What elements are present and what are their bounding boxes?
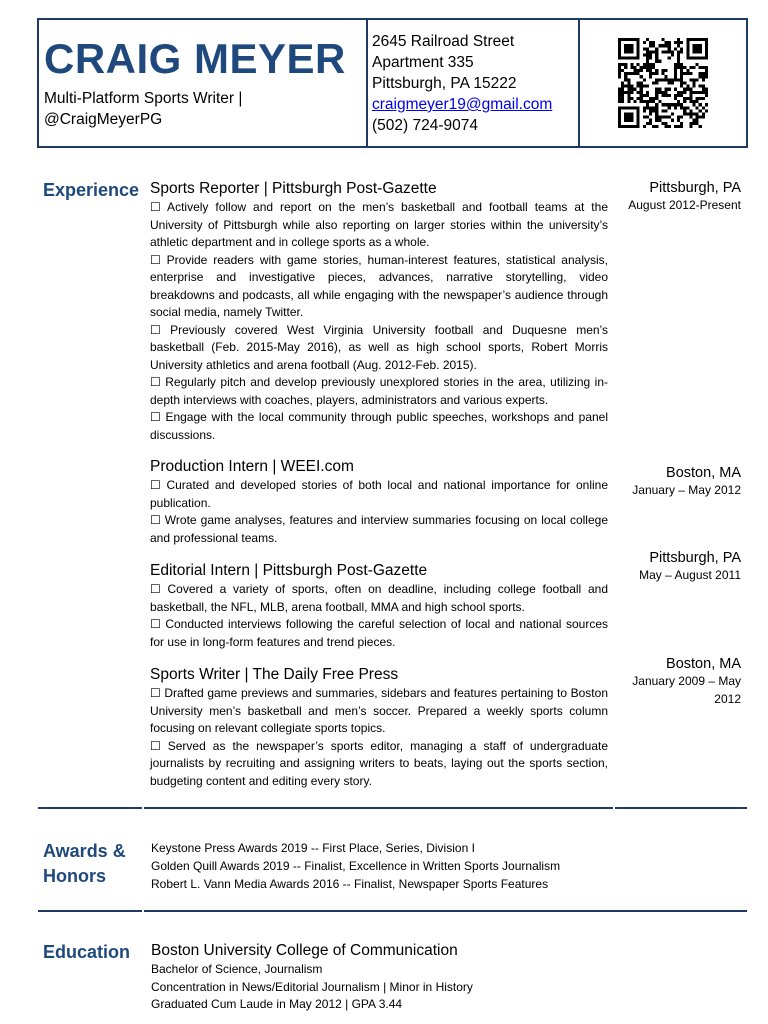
award-item: Golden Quill Awards 2019 -- Finalist, Excellence in Written Sports Journalism bbox=[151, 859, 561, 873]
divider-gap bbox=[142, 806, 144, 810]
bullet-item: ☐ Provide readers with game stories, human-interest features, statistical analysis, enterprise and investigative pieces, advances, narrative storytelling, video breakdowns and podcasts, all while engaging with the newspaper’s audience through social media, namely Twitter. bbox=[150, 252, 608, 319]
award-item: Robert L. Vann Media Awards 2016 -- Finalist, Newspaper Sports Features bbox=[151, 877, 549, 891]
header-box bbox=[37, 18, 748, 148]
job-title: Production Intern | WEEI.com bbox=[150, 458, 354, 475]
job-meta bbox=[591, 179, 741, 215]
job-title: Sports Writer | The Daily Free Press bbox=[150, 666, 399, 683]
candidate-name: CRAIG MEYER bbox=[44, 35, 346, 82]
education-line: Graduated Cum Laude in May 2012 | GPA 3.44 bbox=[151, 997, 403, 1011]
address-line-1: 2645 Railroad Street bbox=[372, 33, 515, 50]
divider-gap bbox=[613, 806, 615, 810]
bullet-item: ☐ Served as the newspaper’s sports editor, managing a staff of undergraduate journalists by recruiting and assigning writers to beats, laying out the sports section, budgeting content and editing every story. bbox=[150, 738, 608, 788]
education-line: Bachelor of Science, Journalism bbox=[151, 962, 323, 976]
job-bullets bbox=[150, 685, 608, 790]
qr-code-icon bbox=[618, 38, 708, 128]
name-cell bbox=[39, 20, 368, 146]
bullet-item: ☐ Covered a variety of sports, often on deadline, including college football and basketball, the NFL, MLB, arena football, MMA and high school sports. bbox=[150, 582, 608, 614]
job-location: Boston, MA bbox=[666, 465, 741, 481]
job-entry bbox=[150, 665, 608, 790]
bullet-item: ☐ Drafted game previews and summaries, sidebars and features pertaining to Boston University men’s basketball and men’s soccer. Prepared a weekly sports column focusing on relevant collegiate sports topics. bbox=[150, 686, 608, 735]
job-dates: August 2012-Present bbox=[628, 198, 741, 212]
job-location: Pittsburgh, PA bbox=[649, 550, 741, 566]
awards-list bbox=[151, 839, 560, 893]
job-entry bbox=[150, 179, 608, 444]
job-dates: May – August 2011 bbox=[639, 568, 741, 582]
job-dates: 2012 bbox=[714, 691, 741, 706]
bullet-item: ☐ Curated and developed stories of both local and national importance for online publication. bbox=[150, 478, 608, 510]
job-title: Editorial Intern | Pittsburgh Post-Gazette bbox=[150, 562, 428, 579]
education-entry bbox=[151, 941, 473, 1014]
job-meta bbox=[591, 655, 741, 708]
bullet-item: ☐ Regularly pitch and develop previously unexplored stories in the area, utilizing in-depth interviews with coaches, players, administrators and various experts. bbox=[150, 375, 608, 407]
tagline-line-2: @CraigMeyerPG bbox=[44, 111, 163, 128]
school-name: Boston University College of Communication bbox=[151, 942, 458, 959]
job-entry bbox=[150, 561, 608, 651]
experience-heading: Experience bbox=[43, 180, 140, 200]
job-title: Sports Reporter | Pittsburgh Post-Gazette bbox=[150, 180, 437, 197]
job-meta bbox=[591, 549, 741, 585]
address-line-3: Pittsburgh, PA 15222 bbox=[372, 75, 517, 92]
awards-heading-line-1: Awards & bbox=[43, 841, 126, 861]
phone-number: (502) 724-9074 bbox=[372, 117, 478, 134]
education-heading: Education bbox=[43, 942, 131, 962]
bullet-item: ☐ Actively follow and report on the men’s basketball and football teams at the University of Pittsburgh while also reporting on larger stories within the university’s athletic department and in college sports as a whole. bbox=[150, 200, 608, 249]
job-dates: January 2009 – May bbox=[632, 674, 741, 688]
contact-cell bbox=[368, 20, 580, 146]
tagline-line-1: Multi-Platform Sports Writer | bbox=[44, 90, 243, 107]
job-bullets bbox=[150, 581, 608, 651]
divider-gap bbox=[142, 909, 144, 913]
awards-heading bbox=[43, 839, 126, 889]
job-bullets bbox=[150, 199, 608, 444]
education-line: Concentration in News/Editorial Journalism | Minor in History bbox=[151, 979, 473, 994]
award-item: Keystone Press Awards 2019 -- First Place, Series, Division I bbox=[151, 841, 475, 855]
bullet-item: ☐ Previously covered West Virginia University football and Duquesne men’s basketball (Feb. 2015-May 2016), as well as high school sports, Robert Morris University athletics and arena football (Aug. 2012-Feb. 2015). bbox=[150, 322, 608, 372]
address-line-2: Apartment 335 bbox=[372, 54, 474, 71]
bullet-item: ☐ Conducted interviews following the careful selection of local and national sources for use in long-form features and trend pieces. bbox=[150, 617, 608, 649]
bullet-item: ☐ Wrote game analyses, features and interview summaries focusing on local college and professional teams. bbox=[150, 513, 608, 545]
job-location: Pittsburgh, PA bbox=[649, 180, 741, 196]
qr-cell bbox=[580, 20, 746, 146]
section-divider bbox=[38, 910, 747, 912]
job-bullets bbox=[150, 477, 608, 547]
email-link[interactable]: craigmeyer19@gmail.com bbox=[372, 96, 553, 113]
awards-heading-line-2: Honors bbox=[43, 866, 106, 886]
job-dates: January – May 2012 bbox=[632, 483, 741, 497]
job-entry bbox=[150, 457, 608, 547]
job-location: Boston, MA bbox=[666, 656, 741, 672]
bullet-item: ☐ Engage with the local community through public speeches, workshops and panel discussions. bbox=[150, 410, 608, 442]
job-meta bbox=[591, 464, 741, 500]
section-divider bbox=[38, 807, 747, 809]
tagline bbox=[44, 88, 366, 130]
